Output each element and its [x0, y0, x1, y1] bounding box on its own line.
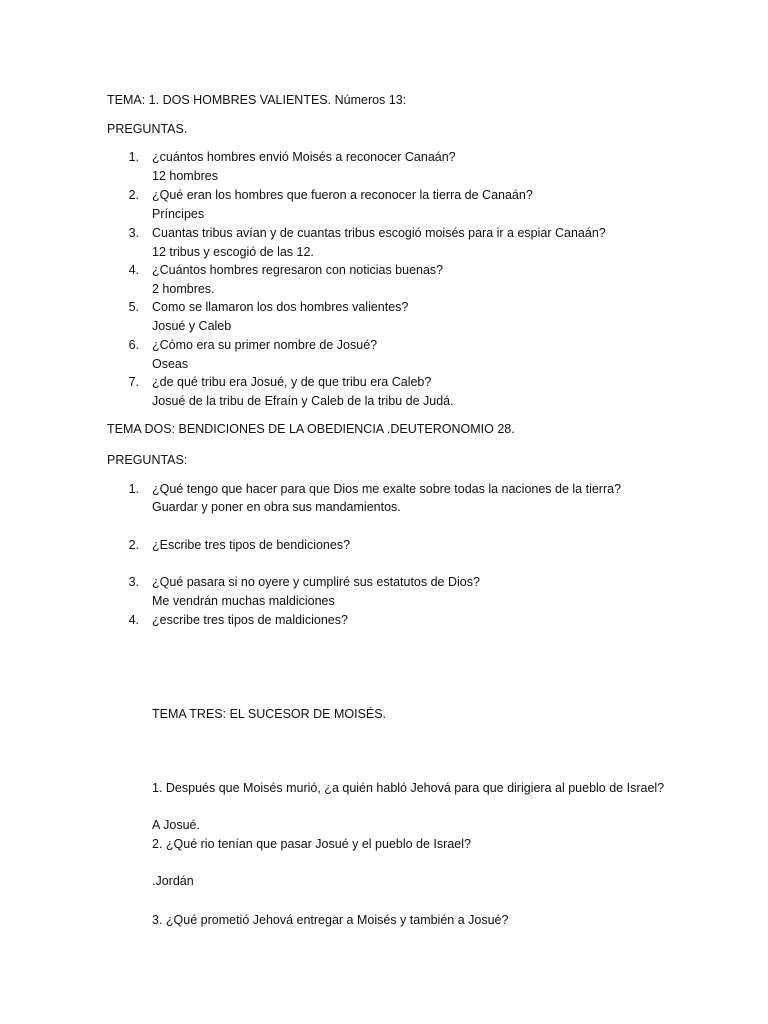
list-item-number: 7. — [128, 375, 139, 389]
list-item-number: 5. — [128, 300, 139, 314]
question-text: Cuantas tribus avían y de cuantas tribus escogió moisés para ir a espiar Canaán? — [152, 226, 606, 240]
question-text: ¿Qué tengo que hacer para que Dios me exalte sobre todas la naciones de la tierra? — [152, 482, 622, 496]
answer-text: 12 hombres — [152, 169, 219, 183]
list-item-number: 2. — [128, 538, 139, 552]
question-text: ¿Qué pasara si no oyere y cumpliré sus estatutos de Dios? — [152, 575, 480, 589]
section2-questions-header: PREGUNTAS: — [107, 453, 188, 467]
question-text: ¿de qué tribu era Josué, y de que tribu era Caleb? — [152, 375, 432, 389]
section2-title: TEMA DOS: BENDICIONES DE LA OBEDIENCIA .DEUTERONOMIO 28. — [107, 422, 515, 436]
list-item-number: 4. — [128, 263, 139, 277]
list-item-number: 1. — [128, 150, 139, 164]
question-text: ¿cuántos hombres envió Moisés a reconocer Canaán? — [152, 150, 456, 164]
list-item-number: 4. — [128, 613, 139, 627]
question-text: Como se llamaron los dos hombres valientes? — [152, 300, 409, 314]
section3-answer-1: A Josué. — [152, 818, 200, 832]
section3-question-1: 1. Después que Moisés murió, ¿a quién habló Jehová para que dirigiera al pueblo de Israel? — [152, 781, 665, 795]
answer-text: Príncipes — [152, 207, 205, 221]
section1-title: TEMA: 1. DOS HOMBRES VALIENTES. Números 13: — [107, 93, 407, 107]
section1-questions-header: PREGUNTAS. — [107, 122, 188, 136]
question-text: ¿Cómo era su primer nombre de Josué? — [152, 338, 378, 352]
question-text: ¿Qué eran los hombres que fueron a reconocer la tierra de Canaán? — [152, 188, 533, 202]
answer-text: Guardar y poner en obra sus mandamientos. — [152, 500, 401, 514]
question-text: ¿Escribe tres tipos de bendiciones? — [152, 538, 351, 552]
answer-text: Me vendrán muchas maldiciones — [152, 594, 335, 608]
list-item-number: 3. — [128, 226, 139, 240]
question-text: ¿Cuántos hombres regresaron con noticias buenas? — [152, 263, 444, 277]
list-item-number: 1. — [128, 482, 139, 496]
section3-question-2: 2. ¿Qué rio tenían que pasar Josué y el pueblo de Israel? — [152, 837, 471, 851]
answer-text: Oseas — [152, 357, 189, 371]
list-item-number: 3. — [128, 575, 139, 589]
section3-answer-2: .Jordán — [152, 874, 194, 888]
answer-text: 12 tribus y escogió de las 12. — [152, 245, 314, 259]
answer-text: Josué de la tribu de Efraín y Caleb de la tribu de Judá. — [152, 394, 454, 408]
list-item-number: 2. — [128, 188, 139, 202]
section3-question-3: 3. ¿Qué prometió Jehová entregar a Moisés y también a Josué? — [152, 913, 509, 927]
list-item-number: 6. — [128, 338, 139, 352]
section3-title: TEMA TRES: EL SUCESOR DE MOISÉS. — [152, 707, 387, 721]
question-text: ¿escribe tres tipos de maldiciones? — [152, 613, 348, 627]
answer-text: Josué y Caleb — [152, 319, 232, 333]
answer-text: 2 hombres. — [152, 282, 215, 296]
